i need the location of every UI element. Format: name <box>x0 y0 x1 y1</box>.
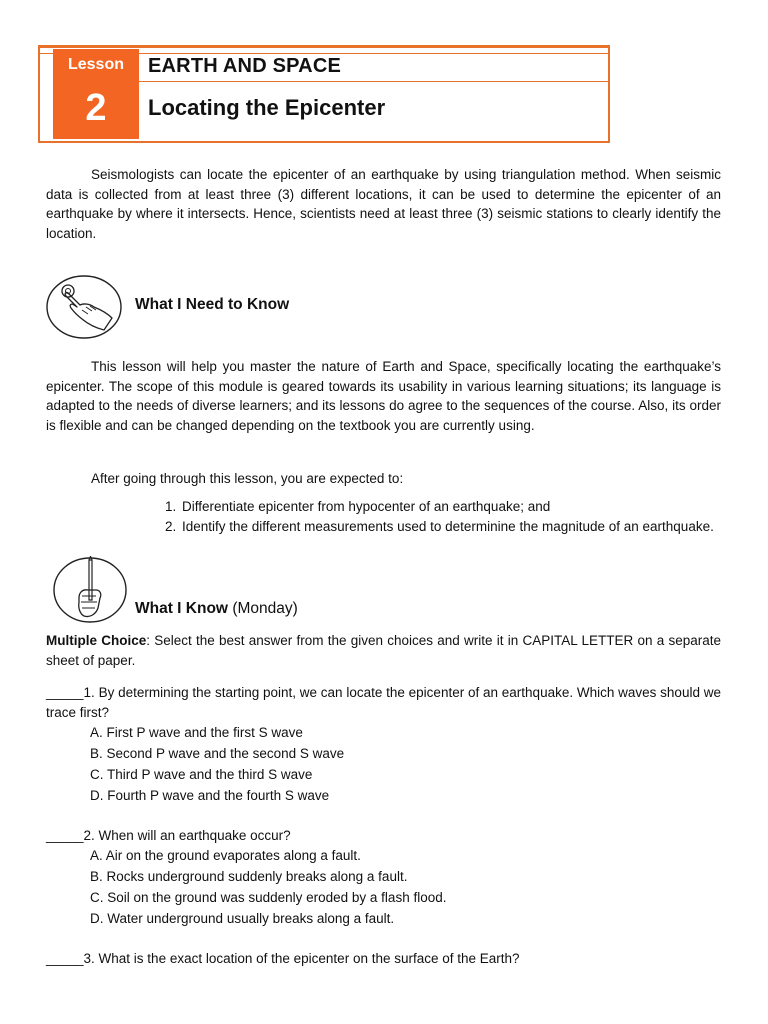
need-to-know-paragraph: This lesson will help you master the nature of Earth and Space, specifically locating the earthquake’s epicenter. The scope of this module is geared towards its usability in various learning situations; its language is adapted to the needs of diverse learners; and its lessons do agree to the sequences of the course. Also, its order is flexible and can be changed depending on the textbook you are currently using. <box>46 359 721 433</box>
what-i-know-heading <box>135 600 298 618</box>
hand-pencil-icon <box>52 556 128 624</box>
question-2-choice: D. Water underground usually breaks along a fault. <box>90 911 395 926</box>
what-i-know-day: (Monday) <box>232 600 298 617</box>
mc-instructions <box>46 631 721 671</box>
question-1: _____1. By determining the starting point, we can locate the epicenter of an earthquake. Which waves should we trace first? <box>46 685 721 720</box>
need-to-know-heading: What I Need to Know <box>135 296 290 313</box>
what-i-know-title: What I Know <box>135 600 228 617</box>
lesson-label: Lesson <box>67 56 124 73</box>
question-2-choice: B. Rocks underground suddenly breaks along a fault. <box>90 869 408 884</box>
objective-item: 2. Identify the different measurements used to determinine the magnitude of an earthquake. <box>180 517 740 537</box>
objectives-list <box>160 497 740 537</box>
pointing-hand-icon <box>44 274 124 340</box>
intro-paragraph: Seismologists can locate the epicenter of an earthquake by using triangulation method. When seismic data is collected from at least three (3) different locations, it can be used to determine the epicenter of an earthquake by where it intersects. Hence, scientists need at least three (3) seismic stations to clearly identify the location. <box>46 167 721 241</box>
question-2: _____2. When will an earthquake occur? <box>46 828 291 843</box>
lesson-badge <box>53 49 139 139</box>
objective-item: 1. Differentiate epicenter from hypocenter of an earthquake; and <box>180 497 740 517</box>
banner-top-rule <box>38 45 610 48</box>
question-2-choice: A. Air on the ground evaporates along a fault. <box>90 848 361 863</box>
question-1-choice: C. Third P wave and the third S wave <box>90 767 313 782</box>
question-1-choice: B. Second P wave and the second S wave <box>90 746 345 761</box>
banner-bottom-rule <box>38 141 610 143</box>
question-1-choice: A. First P wave and the first S wave <box>90 725 303 740</box>
subject-title: EARTH AND SPACE <box>148 55 342 77</box>
banner-right-rule <box>608 45 610 143</box>
lesson-title: Locating the Epicenter <box>148 95 386 120</box>
mc-instruction-text: : Select the best answer from the given choices and write it in CAPITAL LETTER on a separate sheet of paper. <box>46 633 721 668</box>
question-3: _____3. What is the exact location of the epicenter on the surface of the Earth? <box>46 951 520 966</box>
mc-label: Multiple Choice <box>46 633 147 648</box>
banner-middle-rule <box>138 81 610 82</box>
expectation-text: After going through this lesson, you are expected to: <box>91 471 404 486</box>
question-1-choice: D. Fourth P wave and the fourth S wave <box>90 788 330 803</box>
lesson-banner <box>38 45 610 143</box>
question-2-choice: C. Soil on the ground was suddenly eroded by a flash flood. <box>90 890 447 905</box>
lesson-number: 2 <box>85 87 107 129</box>
banner-left-rule <box>38 45 40 143</box>
